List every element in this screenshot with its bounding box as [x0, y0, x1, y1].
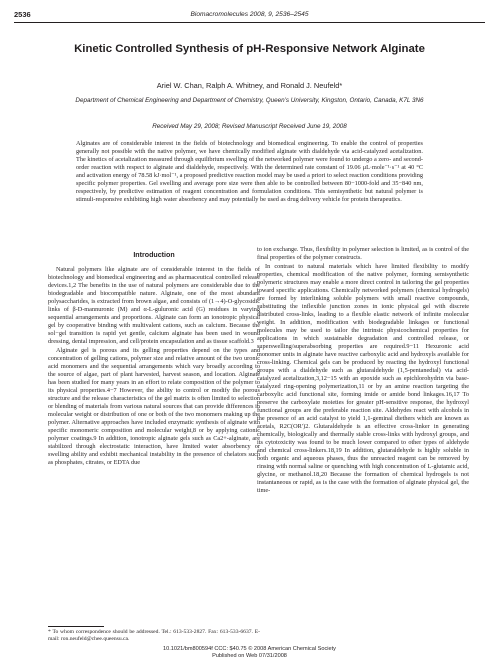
paragraph: In contrast to natural materials which have limited flexibility to modify properties, chemical modification of the native polymer, forming semisynthetic polymeric structures may enable a more direct control in tailoring the gel properties toward specific applications. Chemically networked polymers (chemical hydrogels) are formed by interlinking soluble polymers with small reactive compounds, substituting the inflexible junction zones in ionic physical gel with discrete distributed cross-links, leading to a flexible elastic network of infinite molecular weight. In addition, modification with biodegradable linkages or functional molecules may be used to tailor the intrinsic physicochemical properties for applications in which sustainable degradation and controlled release, or superswelling/superabsorbing properties are required.9−11 Hexuronic acid monomer units in alginate have reactive carboxylic acid and hydroxyls available for cross-linking. Chemical gels can be produced by reacting the hydroxyl functional groups with a dialdehyde such as glutaraldehyde (1,5-pentanedial) via acid-catalyzed acetalization,3,12−15 with an epoxide such as epichlorohydrin via base-catalyzed ring-opening polymerization,11 or by an amine reaction targeting the carboxylic acid functional site, forming imide or amide bond linkages.16,17 To preserve the carboxylate moieties for greater pH-sensitive response, the hydroxyl functional groups are the preferable reaction site. Aldehydes react with alcohols in the presence of an acid catalyst to yield 1,1-geminal diethers which are known as acetals, R2C(OR′)2. Glutaraldehyde is an effective cross-linker in generating chemically, biologically and thermally stable cross-links with hydroxyl groups, and its cytotoxicity was found to be much lower compared to other types of aldehyde and chemical cross-linkers.18,19 In addition, glutaraldehyde is highly soluble in both organic and aqueous phases, thus the unreacted reagent can be removed by rinsing with normal saline or quenching with high concentration of L-glutamic acid, glycine, or methanol.18,20 Because the formation of chemical hydrogels is not instantaneous or rapid, as is the case with the formation of alginate physical gel, the time- [257, 263, 469, 494]
abstract: Alginates are of considerable interest in the fields of biotechnology and biomedical engineering. To enable the control of properties generally not possible with the native polymer, we have chemically modified alginate with dialdehyde via acid-catalyzed acetalization. The kinetics of acetalization measured through equilibrium swelling of the networked polymer were found to undergo a zero- and second-order reaction with respect to alginate and dialdehyde, respectively. With the determined rate constant of 19.06 μL·mole⁻¹·s⁻¹ at 40 °C and activation energy of 78.58 kJ·mol⁻¹, a proposed predictive reaction model may be used a priori to select reaction conditions providing specific polymer properties. Gel swelling and average pore size were then able to be controlled between 80−1000-fold and 35−840 nm, respectively, by predictive estimation of reagent concentration and formulation conditions. This semisynthetic but natural polymer is stimuli-responsive exhibiting high water absorbency and may potentially be used as drug delivery vehicle for protein therapeutics. [76, 140, 423, 204]
paragraph: Alginate gel is porous and its gelling properties depend on the types and concentration of gelling cations, polymer size and relative amount of the two uronic acid monomers and the sequential arrangements which vary broadly according to the source of algae, part of plant harvested, harvest season, and location. Alginate has been studied for many years in an effort to relate composition of the polymer to its physical properties.4−7 However, the ability to control or modify the porous structure and the release characteristics of the gel matrix is often limited to selection or blending of materials from various natural sources that can provide differences in molecular weight or distribution of one or both of the two monomers making up the polymer. Alternative approaches have included enzymatic synthesis of alginate with specific monomeric composition and molecular weight,8 or by applying cationic polymer coatings.9 In addition, ionotropic alginate gels such as Ca2+-alginate, are stabilized through electrostatic interaction, have limited water absorbency or swelling ability and exhibit mechanical instability in the presence of chelators such as phosphates, citrates, or EDTA due [48, 347, 260, 466]
page-footer [0, 646, 499, 660]
paragraph: to ion exchange. Thus, flexibility in polymer selection is limited, as is control of the final properties of the polymer constructs. [257, 246, 469, 261]
paragraph: Natural polymers like alginate are of considerable interest in the fields of biotechnology and biomedical engineering and as pharmaceutical controlled release devices.1,2 The benefits in the use of natural polymers are considerable due to the biodegradable and biocompatible nature. Alginate, one of the most abundant polysaccharides, is extracted from brown algae, and consists of (1→4)-O-glycosidic links of β-D-mannuronic (M) and α-L-guluronic acid (G) residues in varying sequential arrangements and proportions. Alginate can form an ionotropic physical gel by cooperative binding with multivalent cations, such as calcium. Because the sol−gel transition is rapid yet gentle, calcium alginate has been used in wound dressing, dental impression, and cell/protein encapsulation and as tissue scaffold.3 [48, 266, 260, 345]
paper-title: Kinetic Controlled Synthesis of pH-Responsive Network Alginate [74, 43, 425, 55]
received-dates: Received May 29, 2008; Revised Manuscript Received June 19, 2008 [152, 123, 347, 130]
author-list: Ariel W. Chan, Ralph A. Whitney, and Ronald J. Neufeld* [156, 81, 343, 90]
footnote-rule [48, 626, 104, 627]
right-column [257, 246, 469, 495]
journal-citation: Biomacromolecules 2008, 9, 2536–2545 [190, 11, 309, 18]
left-column [48, 251, 260, 467]
page-number: 2536 [14, 10, 31, 19]
section-heading: Introduction [133, 251, 175, 259]
affiliation: Department of Chemical Engineering and Department of Chemistry, Queen’s University, Kingston, Ontario, Canada, K7L 3N6 [75, 97, 424, 104]
corresponding-author-footnote: * To whom correspondence should be addressed. Tel.: 613-533-2827. Fax: 613-533-6637. E-mail: ron.neufeld@chee.queensu.ca. [48, 629, 260, 642]
header-rule [14, 22, 485, 23]
doi-copyright: 10.1021/bm800594f CCC: $40.75 © 2008 American Chemical Society [163, 646, 336, 652]
published-date: Published on Web 07/31/2008 [212, 653, 287, 660]
running-header [14, 8, 485, 20]
